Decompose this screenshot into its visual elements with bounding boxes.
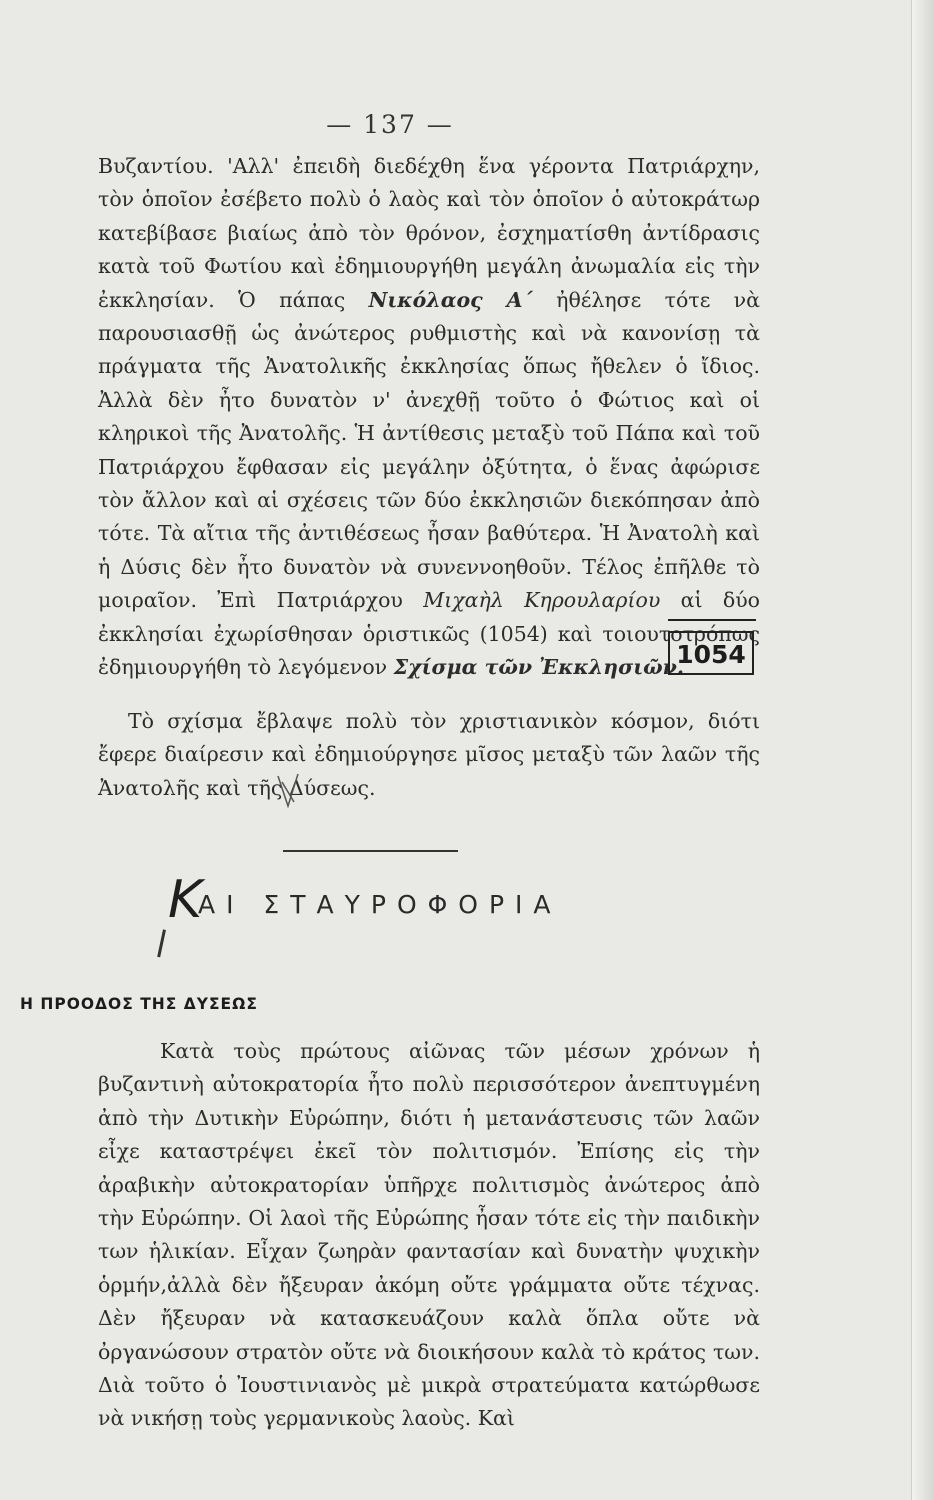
pope-name: Νικόλαος Α΄ xyxy=(368,287,533,312)
handwritten-mark xyxy=(157,929,172,958)
section-heading: Η ΠΡΟΟΔΟΣ ΤΗΣ ΔΥΣΕΩΣ xyxy=(20,995,258,1013)
paragraph-text: Τὸ σχίσμα ἔβλαψε πολὺ τὸν χριστιανικὸν κόσμον, διότι ἔφερε διαίρεσιν καὶ ἐδημιούργησε μῖσος μεταξὺ τῶν λαῶν τῆς Ἀνατολῆς καὶ τῆς Δύσεως. xyxy=(98,709,760,800)
text-run: ἠθέλησε τότε νὰ παρουσιασθῇ ὡς ἀνώτερος ρυθμιστὴς καὶ νὰ κανονίσῃ τὰ πράγματα τῆς Ἀνατολικῆς ἐκκλησίας ὅπως ἤθελεν ὁ ἴδιος. Ἀλλὰ δὲν ἦτο δυνατὸν ν' ἀνεχθῇ τοῦτο ὁ Φώτιος καὶ οἱ κληρικοὶ τῆς Ἀνατολῆς. Ἡ ἀντίθεσις μεταξὺ τοῦ Πάπα καὶ τοῦ Πατριάρχου ἔφθασαν εἰς μεγάλην ὀξύτητα, ὁ ἕνας ἀφώρισε τὸν ἄλλον καὶ αἱ σχέσεις τῶν δύο ἐκκλησιῶν διεκόπησαν ἀπὸ τότε. Τὰ αἴτια τῆς ἀντιθέσεως ἦσαν βαθύτερα. Ἡ Ἀνατολὴ καὶ ἡ Δύσις δὲν ἦτο δυνατὸν νὰ συνεννοηθοῦν. Τέλος ἐπῆλθε τὸ μοιραῖον. Ἐπὶ Πατριάρχου xyxy=(98,287,760,613)
page-edge xyxy=(911,0,934,1500)
paragraph-text: Κατὰ τοὺς πρώτους αἰῶνας τῶν μέσων χρόνων ἡ βυζαντινὴ αὐτοκρατορία ἦτο πολὺ περισσότερον ἀνεπτυγμένη ἀπὸ τὴν Δυτικὴν Εὐρώπην, διότι ἡ μετανάστευσις τῶν λαῶν εἶχε καταστρέψει ἐκεῖ τὸν πολιτισμόν. Ἐπίσης εἰς τὴν ἀραβικὴν αὐτοκρατορίαν ὑπῆρχε πολιτισμὸς ἀνώτερος ἀπὸ τὴν Εὐρώπην. Οἱ λαοὶ τῆς Εὐρώπης ἦσαν τότε εἰς τὴν παιδικὴν των ἡλικίαν. Εἶχαν ζωηρὰν φαντασίαν καὶ δυνατὴν ψυχικὴν ὁρμήν,ἀλλὰ δὲν ἤξευραν ἀκόμη οὔτε γράμματα οὔτε τέχνας. Δὲν ἤξευραν νὰ κατασκευάζουν καλὰ ὅπλα οὔτε νὰ ὀργανώσουν στρατὸν οὔτε νὰ διοικήσουν καλὰ τὸ κράτος των. Διὰ τοῦτο ὁ Ἰουστινιανὸς μὲ μικρὰ στρατεύματα κατώρθωσε νὰ νικήσῃ τοὺς γερμανικοὺς λαοὺς. Καὶ xyxy=(98,1039,760,1431)
patriarch-name: Μιχαὴλ Κηρουλαρίου xyxy=(423,588,661,613)
schism-term: Σχίσμα τῶν Ἐκκλησιῶν. xyxy=(393,655,684,680)
margin-year-note: 1054 xyxy=(668,631,754,675)
handwritten-letter: K xyxy=(168,870,203,930)
page-number: — 137 — xyxy=(326,110,454,139)
paragraph-schism xyxy=(98,150,760,685)
paragraph-west-progress xyxy=(98,1035,760,1436)
handwritten-scribble-icon xyxy=(274,772,304,812)
paragraph-schism-effects xyxy=(98,705,760,805)
text-run: Βυζαντίου. 'Αλλ' ἐπειδὴ διεδέχθη ἕνα γέροντα Πατριάρχην, τὸν ὁποῖον ἐσέβετο πολὺ ὁ λαὸς καὶ τὸν ὁποῖον ὁ αὐτοκράτωρ κατεβίβασε βιαίως ἀπὸ τὸν θρόνον, ἐσχηματίσθη ἀντίδρασις κατὰ τοῦ Φωτίου καὶ ἐδημιουργήθη μεγάλη ἀνωμαλία εἰς τὴν ἐκκλησίαν. Ὁ πάπας xyxy=(98,154,760,312)
section-divider xyxy=(283,850,458,852)
text-run: αἱ δύο ἐκκλησίαι ἐχωρίσθησαν ὁριστικῶς (1054) καὶ τοιουτοτρόπως ἐδημιουργήθη τὸ λεγόμενον xyxy=(98,588,760,680)
paragraph-text xyxy=(98,150,760,685)
chapter-title: ΑΙ ΣΤΑΥΡΟΦΟΡΙΑ xyxy=(198,890,562,919)
